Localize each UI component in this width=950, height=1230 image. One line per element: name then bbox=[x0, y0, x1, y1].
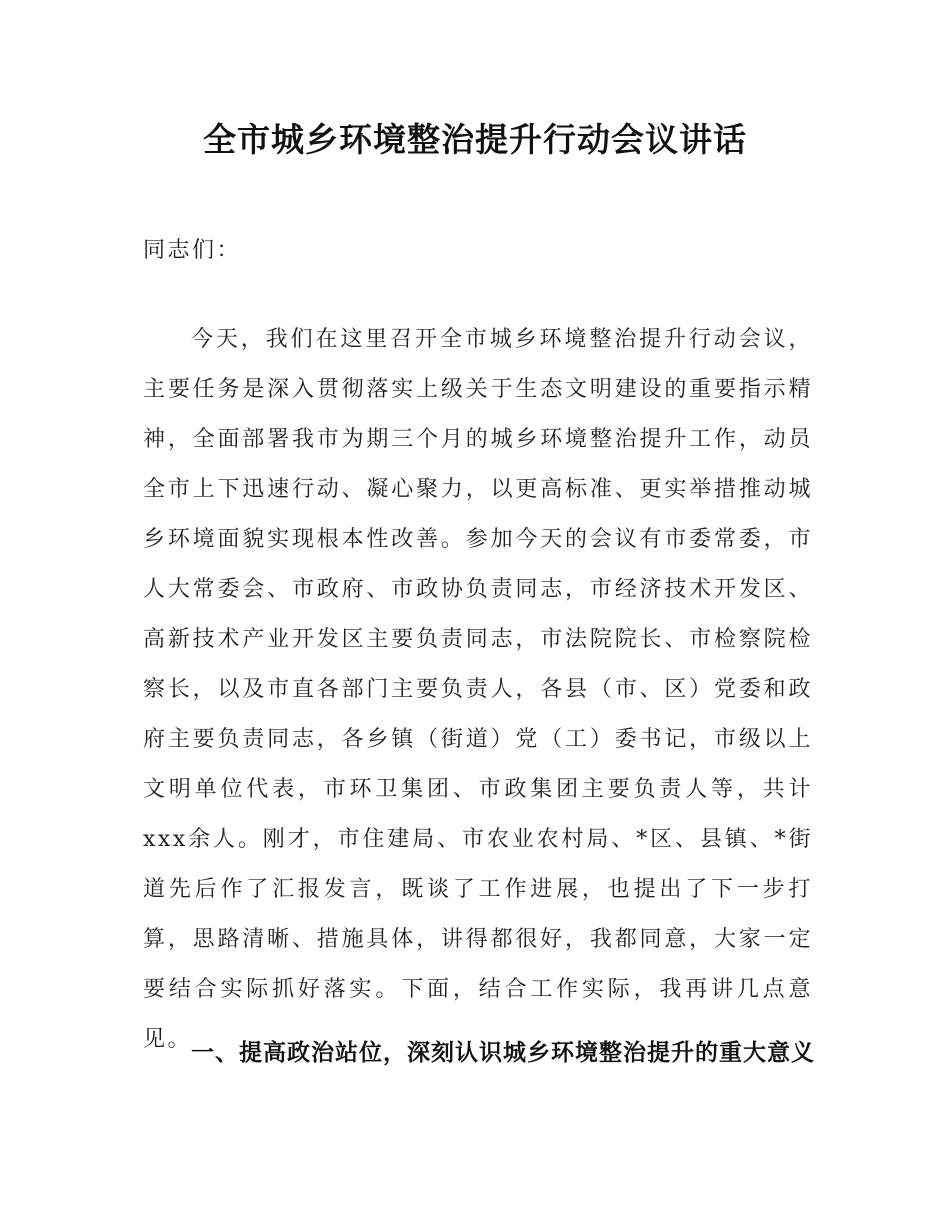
paragraph-opening: 今天，我们在这里召开全市城乡环境整治提升行动会议，主要任务是深入贯彻落实上级关于生态文明建设的重要指示精神，全面部署我市为期三个月的城乡环境整治提升工作，动员全市上下迅速行动、凝心聚力，以更高标准、更实举措推动城乡环境面貌实现根本性改善。参加今天的会议有市委常委，市人大常委会、市政府、市政协负责同志，市经济技术开发区、高新技术产业开发区主要负责同志，市法院院长、市检察院检察长，以及市直各部门主要负责人，各县（市、区）党委和政府主要负责同志，各乡镇（街道）党（工）委书记，市级以上文明单位代表，市环卫集团、市政集团主要负责人等，共计xxx余人。刚才，市住建局、市农业农村局、*区、县镇、*街道先后作了汇报发言，既谈了工作进展，也提出了下一步打算，思路清晰、措施具体，讲得都很好，我都同意，大家一定要结合实际抓好落实。下面，结合工作实际，我再讲几点意见。 bbox=[143, 327, 813, 1052]
document-title: 全市城乡环境整治提升行动会议讲话 bbox=[203, 120, 747, 159]
section-heading-1: 一、提高政治站位，深刻认识城乡环境整治提升的重大意义 bbox=[191, 1040, 815, 1066]
salutation: 同志们： bbox=[143, 238, 242, 263]
